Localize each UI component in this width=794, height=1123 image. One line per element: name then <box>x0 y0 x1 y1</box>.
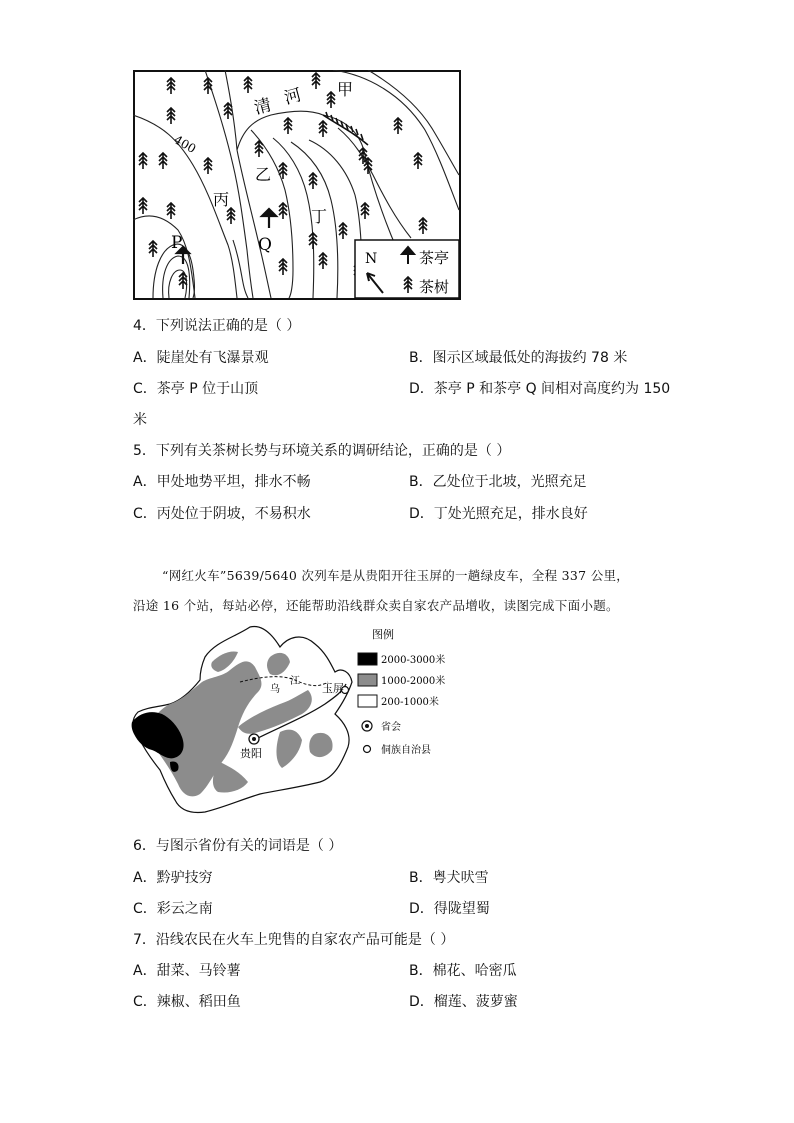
q7-option-c[interactable]: C．辣椒、稻田鱼 <box>133 994 241 1010</box>
legend-county: 侗族自治县 <box>381 745 431 756</box>
q6-option-c[interactable]: C．彩云之南 <box>133 901 213 917</box>
legend-pavilion: 茶亭 <box>419 249 450 267</box>
q7-option-d[interactable]: D．榴莲、菠萝蜜 <box>409 994 518 1010</box>
q7-stem: 7．沿线农民在火车上兜售的自家农产品可能是（ ） <box>133 932 455 948</box>
legend-capital: 省会 <box>381 722 401 733</box>
river-char-2: 江 <box>290 676 300 687</box>
legend-swatch-mid <box>358 674 377 686</box>
contour-value: 400 <box>171 132 199 157</box>
label-ding: 丁 <box>311 207 328 226</box>
q6-stem: 6．与图示省份有关的词语是（ ） <box>133 838 343 854</box>
legend-high: 2000-3000米 <box>381 655 446 666</box>
elevation-legend <box>358 627 445 756</box>
label-bing: 丙 <box>213 190 230 209</box>
q5-option-d[interactable]: D．丁处光照充足，排水良好 <box>409 506 588 522</box>
q4-stem: 4．下列说法正确的是（ ） <box>133 318 301 334</box>
legend-mid: 1000-2000米 <box>381 676 446 687</box>
label-jia: 甲 <box>337 80 354 99</box>
q6-option-a[interactable]: A．黔驴技穷 <box>133 870 213 886</box>
label-p: P <box>171 233 183 253</box>
legend-low: 200-1000米 <box>381 697 439 708</box>
river-char-1: 乌 <box>270 684 280 695</box>
legend-swatch-high <box>358 653 377 665</box>
yuping-label: 玉屏 <box>322 682 344 695</box>
q5-option-a[interactable]: A．甲处地势平坦，排水不畅 <box>133 474 311 490</box>
guiyang-label: 贵阳 <box>240 747 262 760</box>
river-label-2: 河 <box>282 85 304 109</box>
legend-title: 图例 <box>372 628 394 641</box>
legend-county-icon <box>364 746 371 753</box>
contour-map <box>133 70 461 300</box>
q4-option-d-continued: 米 <box>133 412 147 428</box>
q5-option-b[interactable]: B．乙处位于北坡，光照充足 <box>409 474 587 490</box>
legend-swatch-low <box>358 695 377 707</box>
legend-tree: 茶树 <box>419 278 450 296</box>
north-label: N <box>365 251 378 267</box>
q5-stem: 5．下列有关茶树长势与环境关系的调研结论，正确的是（ ） <box>133 443 511 459</box>
q4-option-a[interactable]: A．陡崖处有飞瀑景观 <box>133 350 269 366</box>
q7-option-b[interactable]: B．棉花、哈密瓜 <box>409 963 517 979</box>
label-yi: 乙 <box>255 165 272 184</box>
q5-option-c[interactable]: C．丙处位于阴坡，不易积水 <box>133 506 311 522</box>
q4-option-b[interactable]: B．图示区域最低处的海拔约 78 米 <box>409 350 628 366</box>
q4-option-d[interactable]: D．茶亭 P 和茶亭 Q 间相对高度约为 150 <box>409 381 671 397</box>
intro-line-1: “网红火车”5639/5640 次列车是从贵阳开往玉屏的一趟绿皮车，全程 337 公里， <box>162 568 630 583</box>
q6-option-b[interactable]: B．粤犬吠雪 <box>409 870 489 886</box>
q6-option-d[interactable]: D．得陇望蜀 <box>409 901 490 917</box>
map-legend <box>355 240 459 298</box>
river-label-1: 清 <box>252 95 274 119</box>
label-q: Q <box>258 235 272 255</box>
q7-option-a[interactable]: A．甜菜、马铃薯 <box>133 963 241 979</box>
q4-option-c[interactable]: C．茶亭 P 位于山顶 <box>133 381 259 397</box>
province-map <box>130 622 460 822</box>
intro-line-2: 沿途 16 个站，每站必停，还能帮助沿线群众卖自家农产品增收，读图完成下面小题。 <box>133 598 619 613</box>
